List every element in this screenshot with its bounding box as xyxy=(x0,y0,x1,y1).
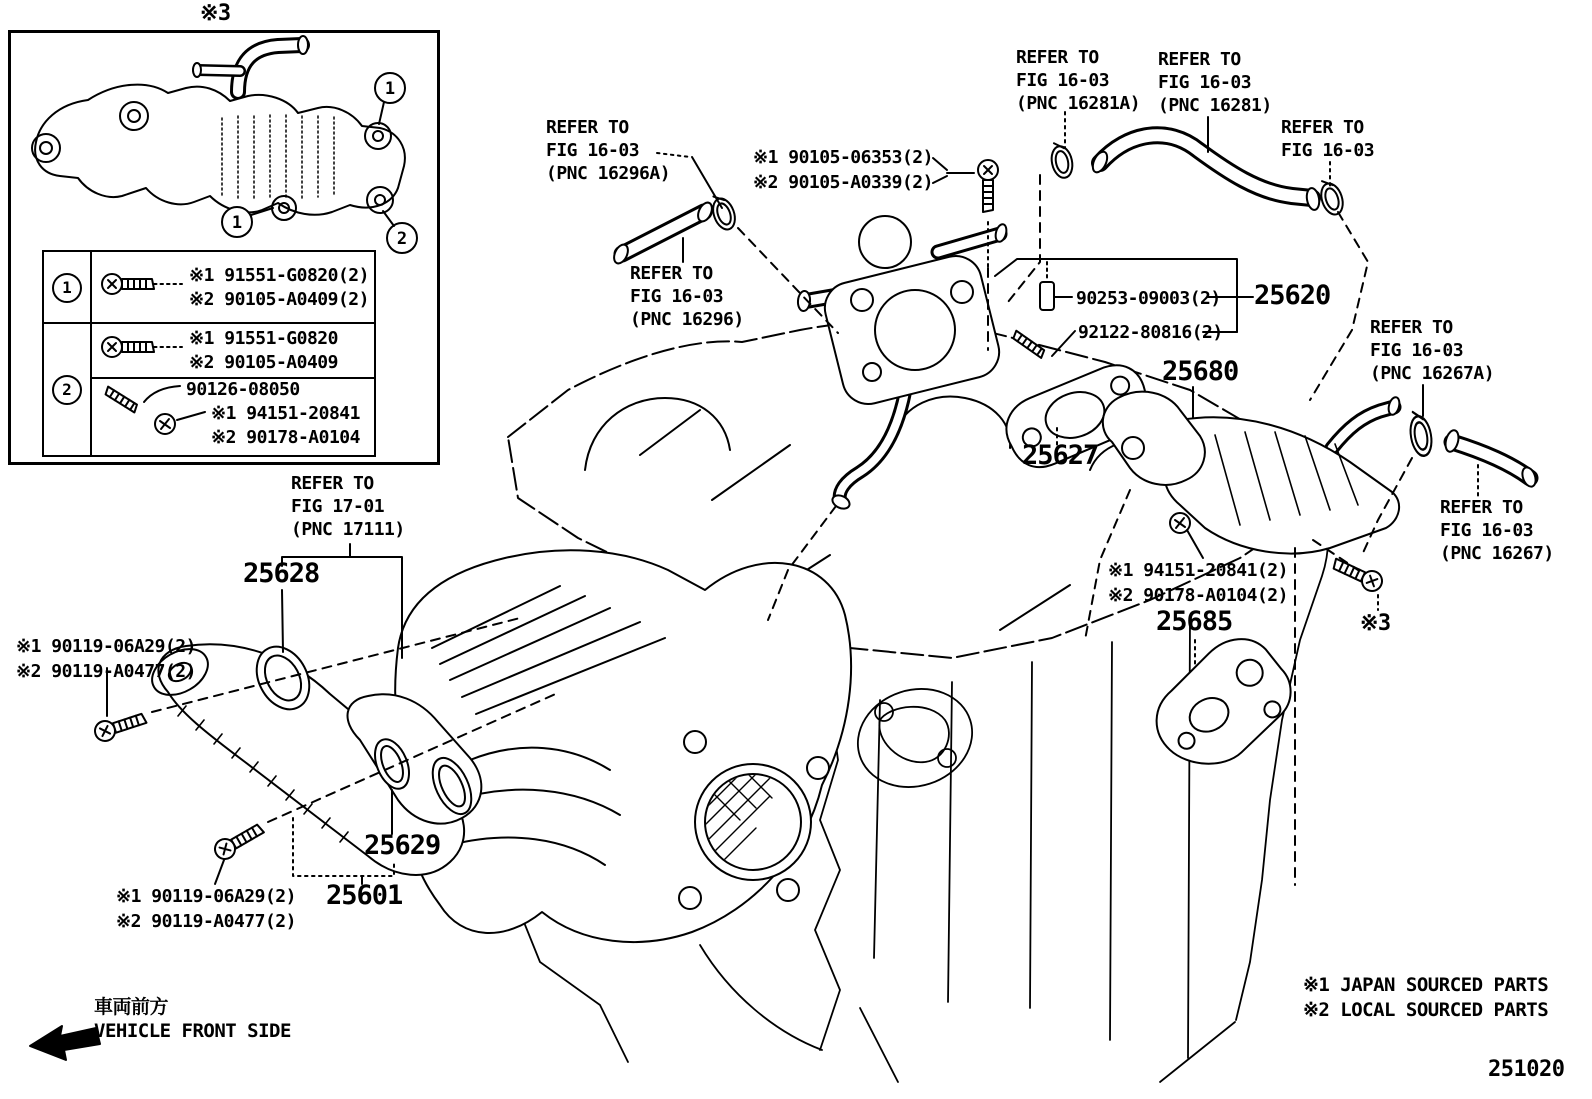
label-bolt-90119-a xyxy=(16,634,196,684)
table-divider xyxy=(90,252,92,455)
inset-marker: ※3 xyxy=(200,1,231,26)
vehicle-front-arrow xyxy=(30,1026,100,1060)
ref-line: FIG 16-03 xyxy=(1016,70,1110,91)
part-number: ※2 90105-A0409 xyxy=(189,352,338,373)
table-callout-1: 1 xyxy=(52,273,82,303)
label-25627: 25627 xyxy=(1022,440,1099,471)
clamp-16267a-icon xyxy=(1407,410,1435,458)
hose-16267-drawing xyxy=(1443,429,1538,489)
egr-pipe-25680-drawing xyxy=(1103,392,1401,554)
label-25628: 25628 xyxy=(243,558,320,589)
label-92122: 92122-80816(2) xyxy=(1078,322,1223,343)
clamp-16296a-icon xyxy=(708,192,739,233)
part-number: ※1 90119-06A29(2) xyxy=(116,886,296,907)
fastener-table xyxy=(42,250,376,457)
ref-line: FIG 16-03 xyxy=(1440,520,1534,541)
table-divider xyxy=(44,322,374,324)
ref-label-16281a xyxy=(1016,46,1140,115)
label-90253: 90253-09003(2) xyxy=(1076,288,1221,309)
label-nut-94151 xyxy=(1108,558,1288,608)
bolt-06353-icon xyxy=(978,160,998,212)
part-number: ※2 90119-A0477(2) xyxy=(16,661,196,682)
ref-label-right xyxy=(1281,116,1374,162)
callout-1-bottom: 1 xyxy=(231,213,243,233)
label-25601: 25601 xyxy=(326,880,403,911)
callout-1-top: 1 xyxy=(384,79,396,99)
part-number: ※1 91551-G0820 xyxy=(189,328,338,349)
ref-label-16267 xyxy=(1440,496,1554,565)
note-japan-sourced: ※1 JAPAN SOURCED PARTS xyxy=(1303,974,1549,996)
clamp-16281a-icon xyxy=(1048,140,1075,179)
ref-line: REFER TO xyxy=(1158,49,1241,70)
part-number: ※1 94151-20841(2) xyxy=(1108,560,1288,581)
ref-line: FIG 17-01 xyxy=(291,496,385,517)
ref-line: FIG 16-03 xyxy=(546,140,640,161)
part-number: ※2 90178-A0104(2) xyxy=(1108,585,1288,606)
part-number: ※2 90105-A0409(2) xyxy=(189,289,369,310)
label-25620: 25620 xyxy=(1254,280,1331,311)
page-code: 251020 xyxy=(1488,1057,1565,1082)
bolt-90119-a-icon xyxy=(92,709,148,744)
label-25680: 25680 xyxy=(1162,356,1239,387)
bolt-marker3-icon xyxy=(1330,554,1386,594)
ref-line: REFER TO xyxy=(1370,317,1453,338)
ref-line: FIG 16-03 xyxy=(630,286,724,307)
vehicle-front-label-jp: 車両前方 xyxy=(94,996,169,1018)
ref-line: REFER TO xyxy=(291,473,374,494)
ref-line: REFER TO xyxy=(1440,497,1523,518)
label-bolt-90119-b xyxy=(116,884,296,934)
part-number: ※1 94151-20841 xyxy=(211,403,360,424)
ref-line: FIG 16-03 xyxy=(1281,140,1375,161)
ref-line: (PNC 16296) xyxy=(630,309,744,330)
intake-manifold-drawing xyxy=(395,550,851,942)
part-number: ※2 90119-A0477(2) xyxy=(116,911,296,932)
bolt-90119-b-icon xyxy=(211,819,266,862)
ref-label-16296 xyxy=(630,262,744,331)
ref-line: REFER TO xyxy=(630,263,713,284)
ref-label-1701 xyxy=(291,472,405,541)
ref-line: (PNC 17111) xyxy=(291,519,405,540)
ref-line: FIG 16-03 xyxy=(1158,72,1252,93)
part-number: ※1 90105-06353(2) xyxy=(753,147,933,168)
label-marker3: ※3 xyxy=(1360,611,1391,636)
label-25629: 25629 xyxy=(364,830,441,861)
ref-line: (PNC 16267A) xyxy=(1370,363,1495,384)
ref-line: (PNC 16296A) xyxy=(546,163,671,184)
label-bolt-06353 xyxy=(753,145,933,195)
clamp-right-icon xyxy=(1316,177,1346,217)
note-local-sourced: ※2 LOCAL SOURCED PARTS xyxy=(1303,999,1549,1021)
part-number: 90126-08050 xyxy=(186,379,300,400)
plug-90253-icon xyxy=(1040,282,1054,310)
ref-line: (PNC 16267) xyxy=(1440,543,1554,564)
hose-16296-drawing xyxy=(611,200,714,265)
ref-line: (PNC 16281A) xyxy=(1016,93,1141,114)
part-number: ※2 90105-A0339(2) xyxy=(753,172,933,193)
label-25685: 25685 xyxy=(1156,606,1233,637)
part-number: ※1 90119-06A29(2) xyxy=(16,636,196,657)
table-callout-2: 2 xyxy=(52,375,82,405)
callout-2: 2 xyxy=(396,229,408,249)
ref-line: FIG 16-03 xyxy=(1370,340,1464,361)
ref-label-16267a xyxy=(1370,316,1494,385)
ref-line: REFER TO xyxy=(1016,47,1099,68)
ref-label-16281 xyxy=(1158,48,1272,117)
egr-valve-25620-drawing xyxy=(797,216,1008,511)
part-number: ※2 90178-A0104 xyxy=(211,427,360,448)
part-number: ※1 91551-G0820(2) xyxy=(189,265,369,286)
ref-line: REFER TO xyxy=(546,117,629,138)
ref-line: (PNC 16281) xyxy=(1158,95,1272,116)
vehicle-front-label-en: VEHICLE FRONT SIDE xyxy=(94,1020,291,1042)
ref-label-16296a xyxy=(546,116,670,185)
ref-line: REFER TO xyxy=(1281,117,1364,138)
